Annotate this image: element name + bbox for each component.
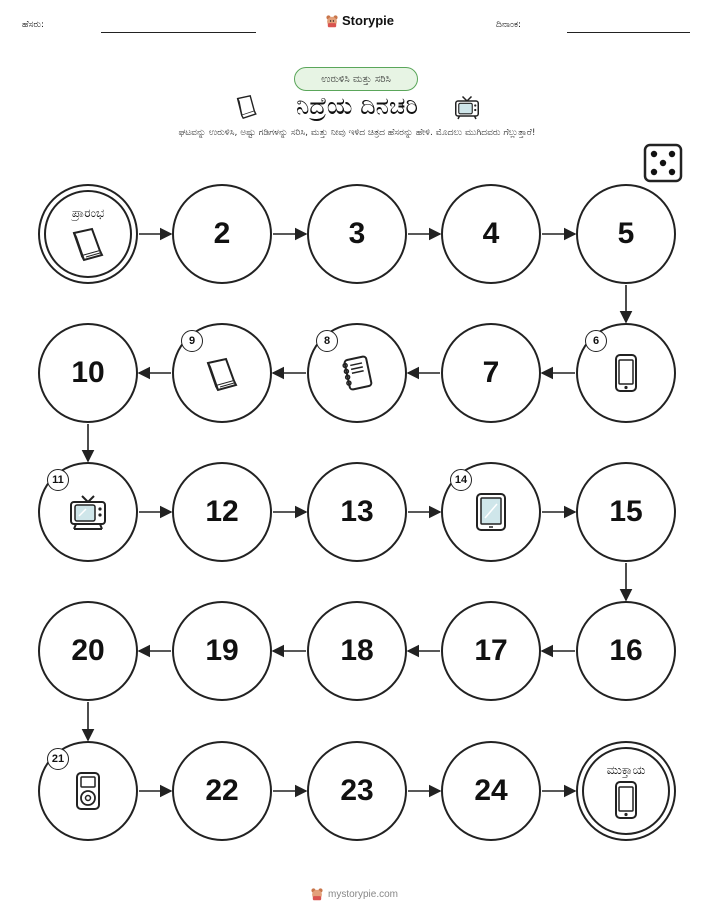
board-space-11: [38, 462, 138, 562]
board-space-24: [441, 741, 541, 841]
space-number: 18: [340, 634, 374, 667]
space-number: 3: [348, 217, 366, 250]
board-space-4: [441, 184, 541, 284]
space-number: 20: [71, 634, 105, 667]
space-number: 2: [213, 217, 231, 250]
board-space-14: [441, 462, 541, 562]
space-number: 15: [609, 495, 643, 528]
board-space-6: [576, 323, 676, 423]
phone-icon: [606, 353, 646, 393]
book-icon: [202, 353, 242, 393]
space-number: 17: [474, 634, 508, 667]
board-space-8: [307, 323, 407, 423]
board-space-2: [172, 184, 272, 284]
board-space-16: [576, 601, 676, 701]
board-space-20: [38, 601, 138, 701]
book-icon: [68, 223, 108, 263]
space-number: 4: [482, 217, 500, 250]
space-number-tag: 11: [47, 469, 69, 491]
page-title: ನಿದ್ರೆಯ ದಿನಚರಿ: [295, 92, 419, 120]
space-number-tag: 14: [450, 469, 472, 491]
game-type-badge: ಉರುಳಿಸಿ ಮತ್ತು ಸರಿಸಿ: [294, 67, 418, 91]
start-space: [38, 184, 138, 284]
board-space-12: [172, 462, 272, 562]
space-number: 12: [205, 495, 239, 528]
footer: [310, 887, 398, 901]
notebook-icon: [337, 353, 377, 393]
brand-name: Storypie: [342, 13, 395, 28]
music-player-icon: [68, 771, 108, 811]
space-number: 5: [617, 217, 635, 250]
board-space-10: [38, 323, 138, 423]
board-space-9: [172, 323, 272, 423]
footer-url[interactable]: mystorypie.com: [328, 888, 399, 900]
board-space-7: [441, 323, 541, 423]
space-number: 7: [482, 356, 500, 389]
space-number-tag: 6: [585, 330, 607, 352]
instructions-text: ಘಟವನ್ನು ಉರುಳಿಸಿ, ಅಷ್ಟು ಗಡಿಗಳನ್ನು ಸರಿಸಿ, ಮತ್ತು ನೀವು ಇಳಿದ ಚಿತ್ರದ ಹೆಸರನ್ನು ಹೇಳಿ. ಮೊದಲು ಮುಗಿದವರು ಗೆಲ್ಲುತ್ತಾರೆ!: [178, 128, 536, 138]
bear-mascot-icon: [310, 887, 324, 901]
space-number-tag: 8: [316, 330, 338, 352]
start-label: ಪ್ರಾರಂಭ: [71, 206, 105, 220]
board-space-22: [172, 741, 272, 841]
board-space-15: [576, 462, 676, 562]
board-space-3: [307, 184, 407, 284]
tablet-icon: [471, 492, 511, 532]
board-space-23: [307, 741, 407, 841]
board-space-18: [307, 601, 407, 701]
space-number: 22: [205, 774, 239, 807]
space-number: 16: [609, 634, 643, 667]
tv-icon: [68, 492, 108, 532]
phone-icon: [606, 780, 646, 820]
finish-label: ಮುಕ್ತಾಯ: [606, 763, 646, 777]
space-number: 13: [340, 495, 374, 528]
name-label: ಹೆಸರು:: [22, 20, 45, 30]
space-number: 24: [474, 774, 508, 807]
finish-space: [576, 741, 676, 841]
space-number: 10: [71, 356, 105, 389]
space-number-tag: 9: [181, 330, 203, 352]
space-number: 19: [205, 634, 239, 667]
date-label: ದಿನಾಂಕ:: [496, 20, 522, 30]
board-space-13: [307, 462, 407, 562]
space-number-tag: 21: [47, 748, 69, 770]
board-space-17: [441, 601, 541, 701]
board-space-19: [172, 601, 272, 701]
board-space-5: [576, 184, 676, 284]
space-number: 23: [340, 774, 374, 807]
board-space-21: [38, 741, 138, 841]
